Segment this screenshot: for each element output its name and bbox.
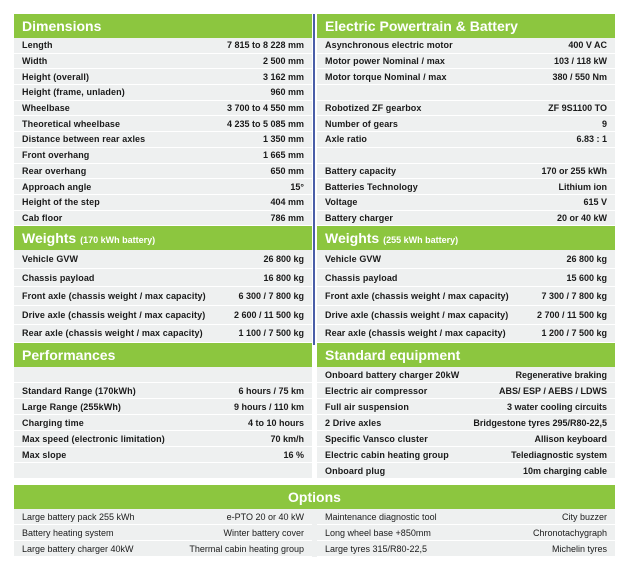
dimension-row	[14, 38, 312, 54]
weight-row	[14, 325, 312, 344]
spec-label: Front overhang	[22, 150, 90, 161]
spec-label: Max speed (electronic limitation)	[22, 433, 165, 444]
performance-row	[14, 383, 312, 399]
performance-row	[14, 415, 312, 431]
spec-value: 15°	[290, 181, 304, 192]
dimension-row	[14, 164, 312, 180]
spec-label: Distance between rear axles	[22, 134, 146, 145]
spec-label: Onboard battery charger 20kW	[325, 369, 460, 380]
spec-label: Long wheel base +850mm	[325, 527, 431, 538]
option-row	[317, 525, 615, 541]
spec-value: 6 hours / 75 km	[238, 385, 304, 396]
powertrain-row	[317, 116, 615, 132]
spec-label: Batteries Technology	[325, 181, 418, 192]
dimension-row	[14, 54, 312, 70]
spec-label: Width	[22, 56, 48, 67]
spec-value: Michelin tyres	[551, 543, 607, 554]
powertrain-row	[317, 85, 615, 101]
spec-value: ZF 9S1100 TO	[548, 103, 607, 114]
dimension-row	[14, 101, 312, 117]
standard-equipment-row	[317, 367, 615, 383]
spec-value: Telediagnostic system	[511, 449, 607, 460]
dimension-row	[14, 85, 312, 101]
spec-label: Full air suspension	[325, 401, 409, 412]
standard-equipment-row	[317, 431, 615, 447]
spec-value: 404 mm	[270, 197, 304, 208]
powertrain-row	[317, 69, 615, 85]
spec-value: 4 235 to 5 085 mm	[226, 118, 304, 129]
weight-row	[14, 269, 312, 288]
spec-label: Drive axle (chassis weight / max capacity)	[22, 309, 206, 320]
weight-row	[14, 250, 312, 269]
column-divider	[313, 14, 315, 345]
spec-label: Vehicle GVW	[22, 254, 79, 265]
spec-label: Number of gears	[325, 118, 399, 129]
spec-value: 26 800 kg	[566, 254, 607, 265]
powertrain-row	[317, 164, 615, 180]
standard-equipment-header: Standard equipment	[317, 343, 615, 367]
performance-row	[14, 463, 312, 479]
spec-label: Chassis payload	[22, 272, 95, 283]
spec-value: 170 or 255 kWh	[541, 165, 607, 176]
spec-label: Length	[22, 40, 53, 51]
spec-value: 650 mm	[270, 165, 304, 176]
weight-row	[14, 287, 312, 306]
spec-label: Large battery pack 255 kWh	[22, 511, 135, 522]
performances-section	[14, 343, 312, 479]
spec-label: Battery capacity	[325, 165, 397, 176]
spec-value: 380 / 550 Nm	[552, 71, 607, 82]
spec-label: Standard Range (170kWh)	[22, 385, 136, 396]
spec-label: Drive axle (chassis weight / max capacity)	[325, 309, 509, 320]
spec-value: 2 500 mm	[262, 56, 304, 67]
spec-value: 2 700 / 11 500 kg	[536, 309, 607, 320]
spec-label: Rear axle (chassis weight / max capacity)	[325, 328, 506, 339]
spec-value: 103 / 118 kW	[553, 56, 607, 67]
spec-value: 615 V	[583, 197, 607, 208]
powertrain-row	[317, 179, 615, 195]
powertrain-header: Electric Powertrain & Battery	[317, 14, 615, 38]
spec-label: Vehicle GVW	[325, 254, 382, 265]
weight-row	[317, 325, 615, 344]
spec-value: 3 water cooling circuits	[506, 401, 607, 412]
spec-value: 6.83 : 1	[576, 134, 607, 145]
spec-value: Bridgestone tyres 295/R80-22,5	[473, 417, 607, 428]
spec-label: Chassis payload	[325, 272, 398, 283]
weights-170-section	[14, 226, 312, 343]
spec-label: Theoretical wheelbase	[22, 118, 121, 129]
spec-label: Large tyres 315/R80-22,5	[325, 543, 428, 554]
spec-label: Motor power Nominal / max	[325, 56, 446, 67]
spec-label: Charging time	[22, 417, 84, 428]
options-section	[14, 509, 615, 557]
dimension-row	[14, 195, 312, 211]
spec-value: 3 162 mm	[262, 71, 304, 82]
weight-row	[14, 306, 312, 325]
spec-label: Asynchronous electric motor	[325, 40, 453, 51]
weight-row	[317, 269, 615, 288]
weights-170-subtitle: (170 kWh battery)	[80, 235, 156, 246]
standard-equipment-row	[317, 383, 615, 399]
option-row	[14, 541, 312, 557]
standard-equipment-row	[317, 463, 615, 479]
spec-value: 1 350 mm	[262, 134, 304, 145]
spec-value: e-PTO 20 or 40 kW	[226, 511, 304, 522]
powertrain-row	[317, 38, 615, 54]
option-row	[317, 509, 615, 525]
performance-row	[14, 399, 312, 415]
weights-255-section	[317, 226, 615, 343]
powertrain-row	[317, 211, 615, 227]
powertrain-row	[317, 54, 615, 70]
spec-label: Electric cabin heating group	[325, 449, 449, 460]
dimensions-header: Dimensions	[14, 14, 312, 38]
dimensions-section	[14, 14, 312, 226]
spec-label: Voltage	[325, 197, 358, 208]
powertrain-row	[317, 148, 615, 164]
spec-value: 10m charging cable	[522, 465, 607, 476]
spec-label: Onboard plug	[325, 465, 386, 476]
standard-equipment-section	[317, 343, 615, 479]
weight-row	[317, 306, 615, 325]
powertrain-row	[317, 132, 615, 148]
standard-equipment-row	[317, 399, 615, 415]
spec-label: Height (frame, unladen)	[22, 87, 125, 98]
option-row	[14, 525, 312, 541]
dimension-row	[14, 148, 312, 164]
dimension-row	[14, 132, 312, 148]
spec-sheet	[14, 14, 615, 557]
weights-255-subtitle: (255 kWh battery)	[383, 235, 459, 246]
spec-label: Motor torque Nominal / max	[325, 71, 447, 82]
spec-label: Robotized ZF gearbox	[325, 103, 422, 114]
dimension-row	[14, 69, 312, 85]
spec-label: Battery heating system	[22, 527, 114, 538]
spec-value: 9 hours / 110 km	[233, 401, 304, 412]
spec-value: 1 665 mm	[262, 150, 304, 161]
spec-value: 20 or 40 kW	[556, 212, 607, 223]
spec-label: Approach angle	[22, 181, 92, 192]
spec-value: City buzzer	[561, 511, 607, 522]
standard-equipment-row	[317, 447, 615, 463]
spec-value: 2 600 / 11 500 kg	[233, 309, 304, 320]
weight-row	[317, 250, 615, 269]
powertrain-row	[317, 101, 615, 117]
spec-label: Axle ratio	[325, 134, 368, 145]
spec-value: 16 %	[283, 449, 304, 460]
spec-value: Allison keyboard	[534, 433, 607, 444]
powertrain-section	[317, 14, 615, 226]
spec-label: Specific Vansco cluster	[325, 433, 428, 444]
spec-label: Large Range (255kWh)	[22, 401, 122, 412]
spec-value: 6 300 / 7 800 kg	[238, 291, 304, 302]
spec-label: Max slope	[22, 449, 67, 460]
powertrain-row	[317, 195, 615, 211]
weights-255-header	[317, 226, 615, 250]
spec-label: 2 Drive axles	[325, 417, 382, 428]
spec-value: 16 800 kg	[263, 272, 304, 283]
option-row	[317, 541, 615, 557]
spec-value: 1 200 / 7 500 kg	[541, 328, 607, 339]
spec-label: Maintenance diagnostic tool	[325, 511, 437, 522]
spec-value: 1 100 / 7 500 kg	[238, 328, 304, 339]
dimension-row	[14, 116, 312, 132]
spec-label: Cab floor	[22, 212, 63, 223]
spec-value: 9	[601, 118, 607, 129]
spec-label: Front axle (chassis weight / max capacity)	[325, 291, 509, 302]
spec-label: Large battery charger 40kW	[22, 543, 134, 554]
spec-value: Chronotachygraph	[532, 527, 607, 538]
spec-label: Wheelbase	[22, 103, 70, 114]
spec-label: Height (overall)	[22, 71, 90, 82]
spec-value: 70 km/h	[270, 433, 304, 444]
spec-value: 26 800 kg	[263, 254, 304, 265]
spec-value: Regenerative braking	[515, 369, 607, 380]
performance-row	[14, 431, 312, 447]
performance-row	[14, 447, 312, 463]
spec-value: 7 300 / 7 800 kg	[541, 291, 607, 302]
spec-value: Thermal cabin heating group	[189, 543, 304, 554]
weights-170-header	[14, 226, 312, 250]
spec-value: 7 815 to 8 228 mm	[226, 40, 304, 51]
dimension-row	[14, 179, 312, 195]
spec-label: Battery charger	[325, 212, 394, 223]
spec-label: Rear overhang	[22, 165, 87, 176]
options-header: Options	[14, 485, 615, 509]
standard-equipment-row	[317, 415, 615, 431]
performances-header: Performances	[14, 343, 312, 367]
spec-value: 400 V AC	[568, 40, 607, 51]
weights-170-title: Weights	[22, 230, 77, 247]
spec-value: Winter battery cover	[223, 527, 304, 538]
spec-value: 3 700 to 4 550 mm	[226, 103, 304, 114]
spec-value: 15 600 kg	[566, 272, 607, 283]
performance-row	[14, 367, 312, 383]
spec-label: Electric air compressor	[325, 385, 428, 396]
spec-value: 960 mm	[270, 87, 304, 98]
spec-label: Height of the step	[22, 197, 100, 208]
spec-label: Rear axle (chassis weight / max capacity)	[22, 328, 203, 339]
weight-row	[317, 287, 615, 306]
option-row	[14, 509, 312, 525]
spec-value: 4 to 10 hours	[247, 417, 304, 428]
weights-255-title: Weights	[325, 230, 380, 247]
spec-value: ABS/ ESP / AEBS / LDWS	[498, 385, 607, 396]
spec-value: 786 mm	[270, 212, 304, 223]
dimension-row	[14, 211, 312, 227]
spec-value: Lithium ion	[558, 181, 607, 192]
spec-label: Front axle (chassis weight / max capacity)	[22, 291, 206, 302]
